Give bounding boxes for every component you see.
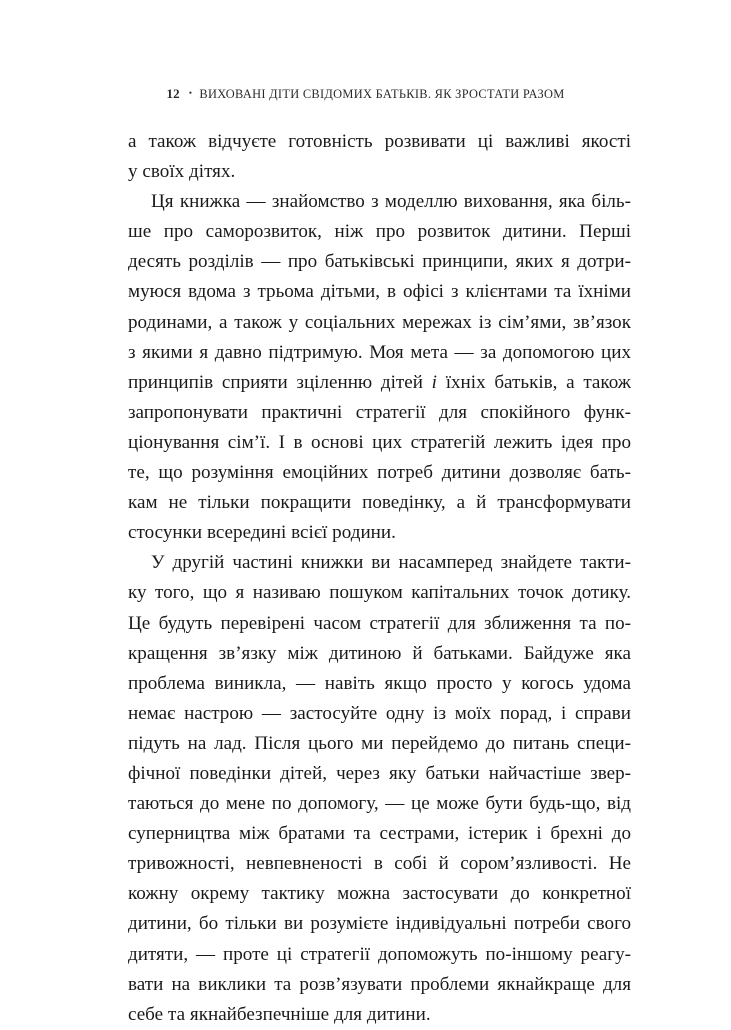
text-line: дитини, бо тільки ви розумієте індивідуальні потреби свого: [128, 913, 631, 935]
page-number: 12: [166, 86, 180, 101]
text-line: підуть на лад. Після цього ми перейдемо до питань специ-: [128, 732, 631, 754]
text-line: У другій частині книжки ви насамперед знайдете такти-: [151, 552, 631, 574]
text-line: родинами, а також у соціальних мережах із сім’ями, зв’язок: [128, 311, 631, 333]
header-bullet-separator: •: [188, 88, 193, 98]
paragraph: [128, 187, 631, 548]
text-line: ку того, що я називаю пошуком капітальних точок дотику.: [128, 582, 631, 604]
text-line: себе та якнайбезпечніше для дитини.: [128, 1003, 431, 1025]
text-line: те, що розуміння емоційних потреб дитини дозволяє бать-: [128, 462, 631, 484]
text-line: суперництва між братами та сестрами, істерик і брехні до: [128, 823, 631, 845]
paragraph: [128, 127, 631, 187]
text-line: Ця книжка — знайомство з моделлю виховання, яка біль-: [151, 191, 631, 213]
text-line: немає настрою — застосуйте одну із моїх порад, і справи: [128, 702, 631, 724]
text-line: кращення зв’язку між дитиною й батьками. Байдуже яка: [128, 642, 631, 664]
text-line: принципів сприяти зціленню дітей і їхніх батьків, а також: [128, 371, 631, 393]
text-line: а також відчуєте готовність розвивати ці важливі якості: [128, 131, 631, 152]
text-line: стосунки всередині всієї родини.: [128, 522, 396, 544]
text-line: у своїх дітях.: [128, 161, 236, 183]
text-line: з якими я давно підтримую. Моя мета — за допомогою цих: [128, 341, 631, 363]
text-line: запропонувати практичні стратегії для спокійного функ-: [128, 401, 631, 423]
running-header: [0, 86, 731, 102]
text-line: ціонування сім’ї. І в основі цих стратегій лежить ідея про: [128, 431, 631, 453]
text-line: десять розділів — про батьківські принципи, яких я дотри-: [128, 251, 631, 273]
text-line: тривожності, невпевненості в собі й сором’язливості. Не: [128, 853, 631, 875]
text-line: проблема виникла, — навіть якщо просто у когось удома: [128, 672, 631, 694]
book-title-header: ВИХОВАНІ ДІТИ СВІДОМИХ БАТЬКІВ. ЯК ЗРОСТАТИ РАЗОМ: [199, 87, 565, 101]
text-line: таються до мене по допомогу, — це може бути будь-що, від: [128, 793, 631, 815]
text-line: вати на виклики та розв’язувати проблеми якнайкраще для: [128, 973, 631, 995]
text-line: кам не тільки покращити поведінку, а й трансформувати: [128, 492, 631, 514]
italic-text: і: [431, 371, 437, 393]
text-line: кожну окрему тактику можна застосувати до конкретної: [128, 883, 631, 905]
paragraph: [128, 548, 631, 1030]
text-line: фічної поведінки дітей, через яку батьки найчастіше звер-: [128, 762, 631, 784]
body-text-block: [128, 127, 631, 1030]
text-line: ше про саморозвиток, ніж про розвиток дитини. Перші: [128, 221, 631, 243]
text-line: дитяти, — проте ці стратегії допоможуть по-іншому реагу-: [128, 943, 631, 965]
text-line: муюся вдома з трьома дітьми, в офісі з клієнтами та їхніми: [128, 281, 631, 303]
text-line: Це будуть перевірені часом стратегії для зближення та по-: [128, 612, 631, 634]
